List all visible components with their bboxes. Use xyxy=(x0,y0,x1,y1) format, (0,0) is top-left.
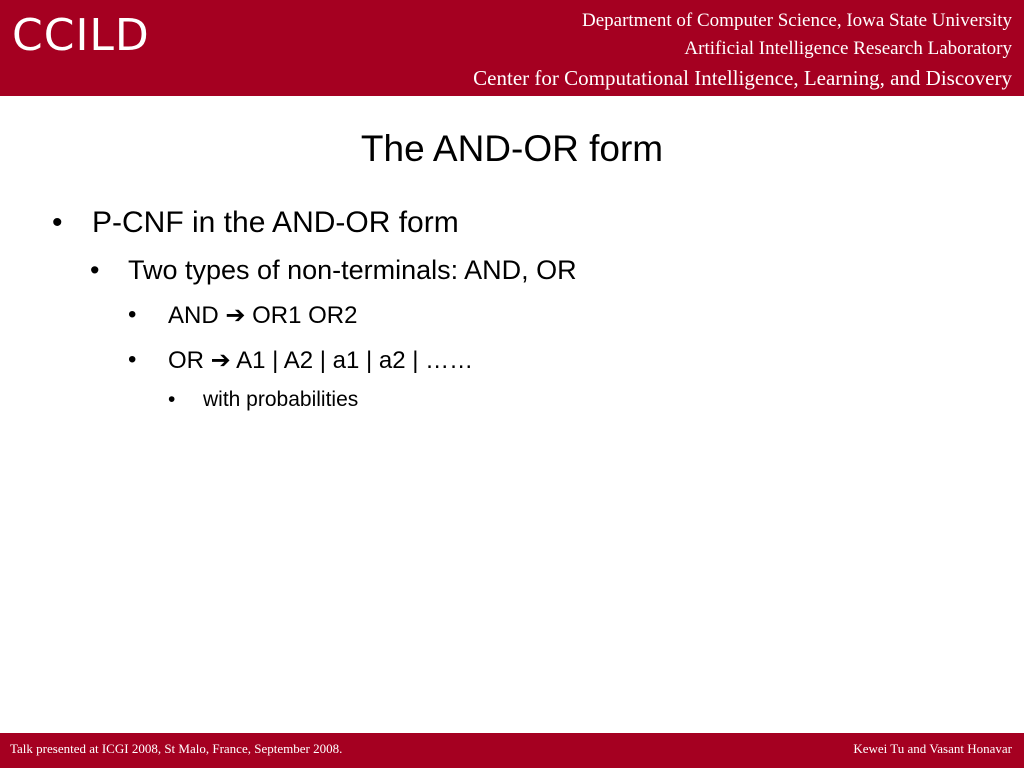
and-rule-rhs: OR1 OR2 xyxy=(252,302,358,329)
right-arrow-icon: ➔ xyxy=(225,301,246,329)
affiliation-line-department: Department of Computer Science, Iowa State University xyxy=(581,10,1012,31)
or-rule-lhs: OR xyxy=(168,347,204,374)
or-rule-text xyxy=(168,344,473,377)
bullet-dot: • xyxy=(52,206,63,239)
footer-authors: Kewei Tu and Vasant Honavar xyxy=(853,741,1012,756)
and-rule-lhs: AND xyxy=(168,302,219,329)
bullet-level1-text: P-CNF in the AND-OR form xyxy=(92,206,459,239)
header-banner xyxy=(0,0,1024,96)
affiliation-line-lab: Artificial Intelligence Research Laboratory xyxy=(684,38,1012,59)
bullet-level4-text: with probabilities xyxy=(203,388,359,411)
affiliation-line-center: Center for Computational Intelligence, Learning, and Discovery xyxy=(473,66,1012,90)
right-arrow-icon: ➔ xyxy=(210,346,231,374)
bullet-dot: • xyxy=(128,346,137,373)
bullet-dot: • xyxy=(90,255,100,285)
footer-banner xyxy=(0,733,1024,768)
ccild-logo: CCILD xyxy=(12,10,150,61)
footer-talk-info: Talk presented at ICGI 2008, St Malo, France, September 2008. xyxy=(10,741,343,756)
bullet-dot: • xyxy=(128,301,137,328)
bullet-level2-text: Two types of non-terminals: AND, OR xyxy=(128,255,577,285)
and-rule-text xyxy=(168,299,358,332)
slide-title: The AND-OR form xyxy=(360,128,664,169)
affiliation-block xyxy=(473,7,1012,93)
or-rule-rhs: A1 | A2 | a1 | a2 | …… xyxy=(236,347,474,374)
bullet-dot: • xyxy=(168,388,176,411)
